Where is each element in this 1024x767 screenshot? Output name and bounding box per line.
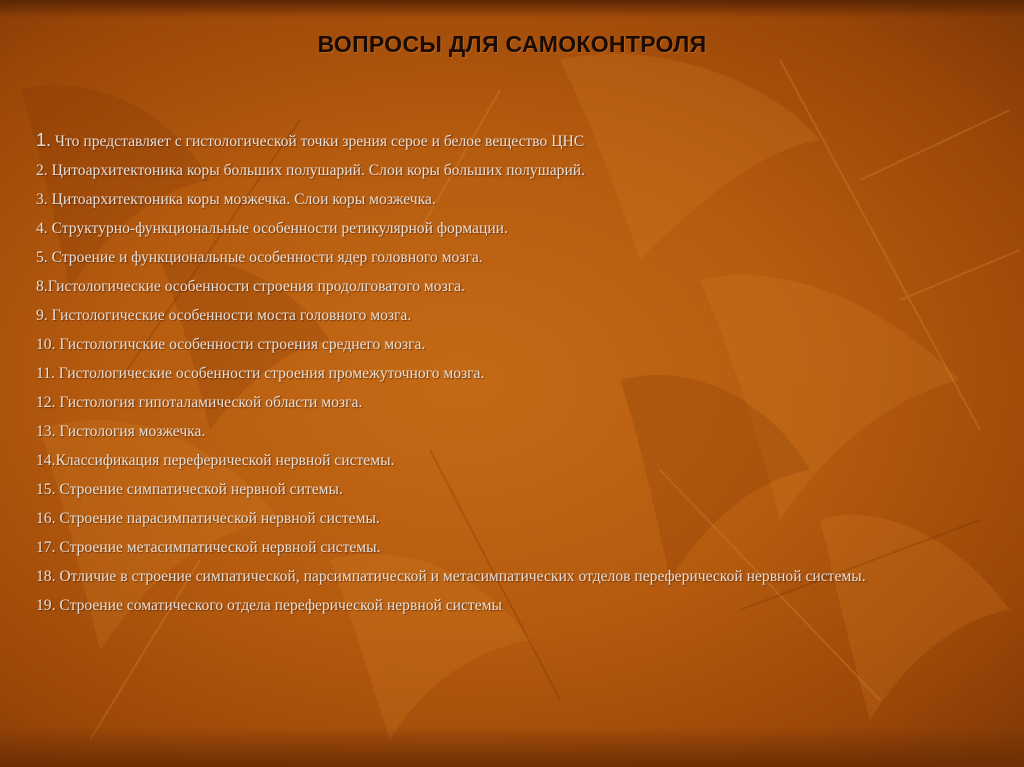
question-item-11: 11. Гистологические особенности строения промежуточного мозга. (36, 365, 485, 382)
question-item-15: 15. Строение симпатической нервной ситемы. (36, 481, 343, 498)
question-list (36, 126, 996, 620)
question-item-3: 3. Цитоархитектоника коры мозжечка. Слои коры мозжечка. (36, 191, 436, 208)
question-item-5: 5. Строение и функциональные особенности ядер головного мозга. (36, 249, 483, 266)
question-number: 1. (36, 130, 52, 150)
question-item-10: 10. Гистологичские особенности строения среднего мозга. (36, 336, 426, 353)
question-item-14: 14.Классификация переферической нервной системы. (36, 452, 395, 469)
question-item-1 (36, 126, 996, 156)
bottom-shadow-band (0, 727, 1024, 767)
slide-title: ВОПРОСЫ ДЛЯ САМОКОНТРОЛЯ (317, 31, 707, 57)
question-text: Что представляет с гистологической точки зрения серое и белое вещество ЦНС (51, 133, 585, 150)
question-item-19: 19. Строение соматического отдела переферической нервной системы (36, 597, 502, 614)
question-item-4: 4. Структурно-функциональные особенности ретикулярной формации. (36, 220, 508, 237)
question-item-2: 2. Цитоархитектоника коры больших полушарий. Слои коры больших полушарий. (36, 162, 586, 179)
question-item-16: 16. Строение парасимпатической нервной системы. (36, 510, 380, 527)
question-item-8: 8.Гистологические особенности строения продолговатого мозга. (36, 278, 465, 295)
question-item-18: 18. Отличие в строение симпатической, парсимпатической и метасимпатических отделов переферической нервной системы. (36, 568, 866, 585)
question-item-9: 9. Гистологические особенности моста головного мозга. (36, 307, 412, 324)
question-item-17: 17. Строение метасимпатической нервной системы. (36, 539, 381, 556)
question-item-12: 12. Гистология гипоталамической области мозга. (36, 394, 363, 411)
question-item-13: 13. Гистология мозжечка. (36, 423, 206, 440)
